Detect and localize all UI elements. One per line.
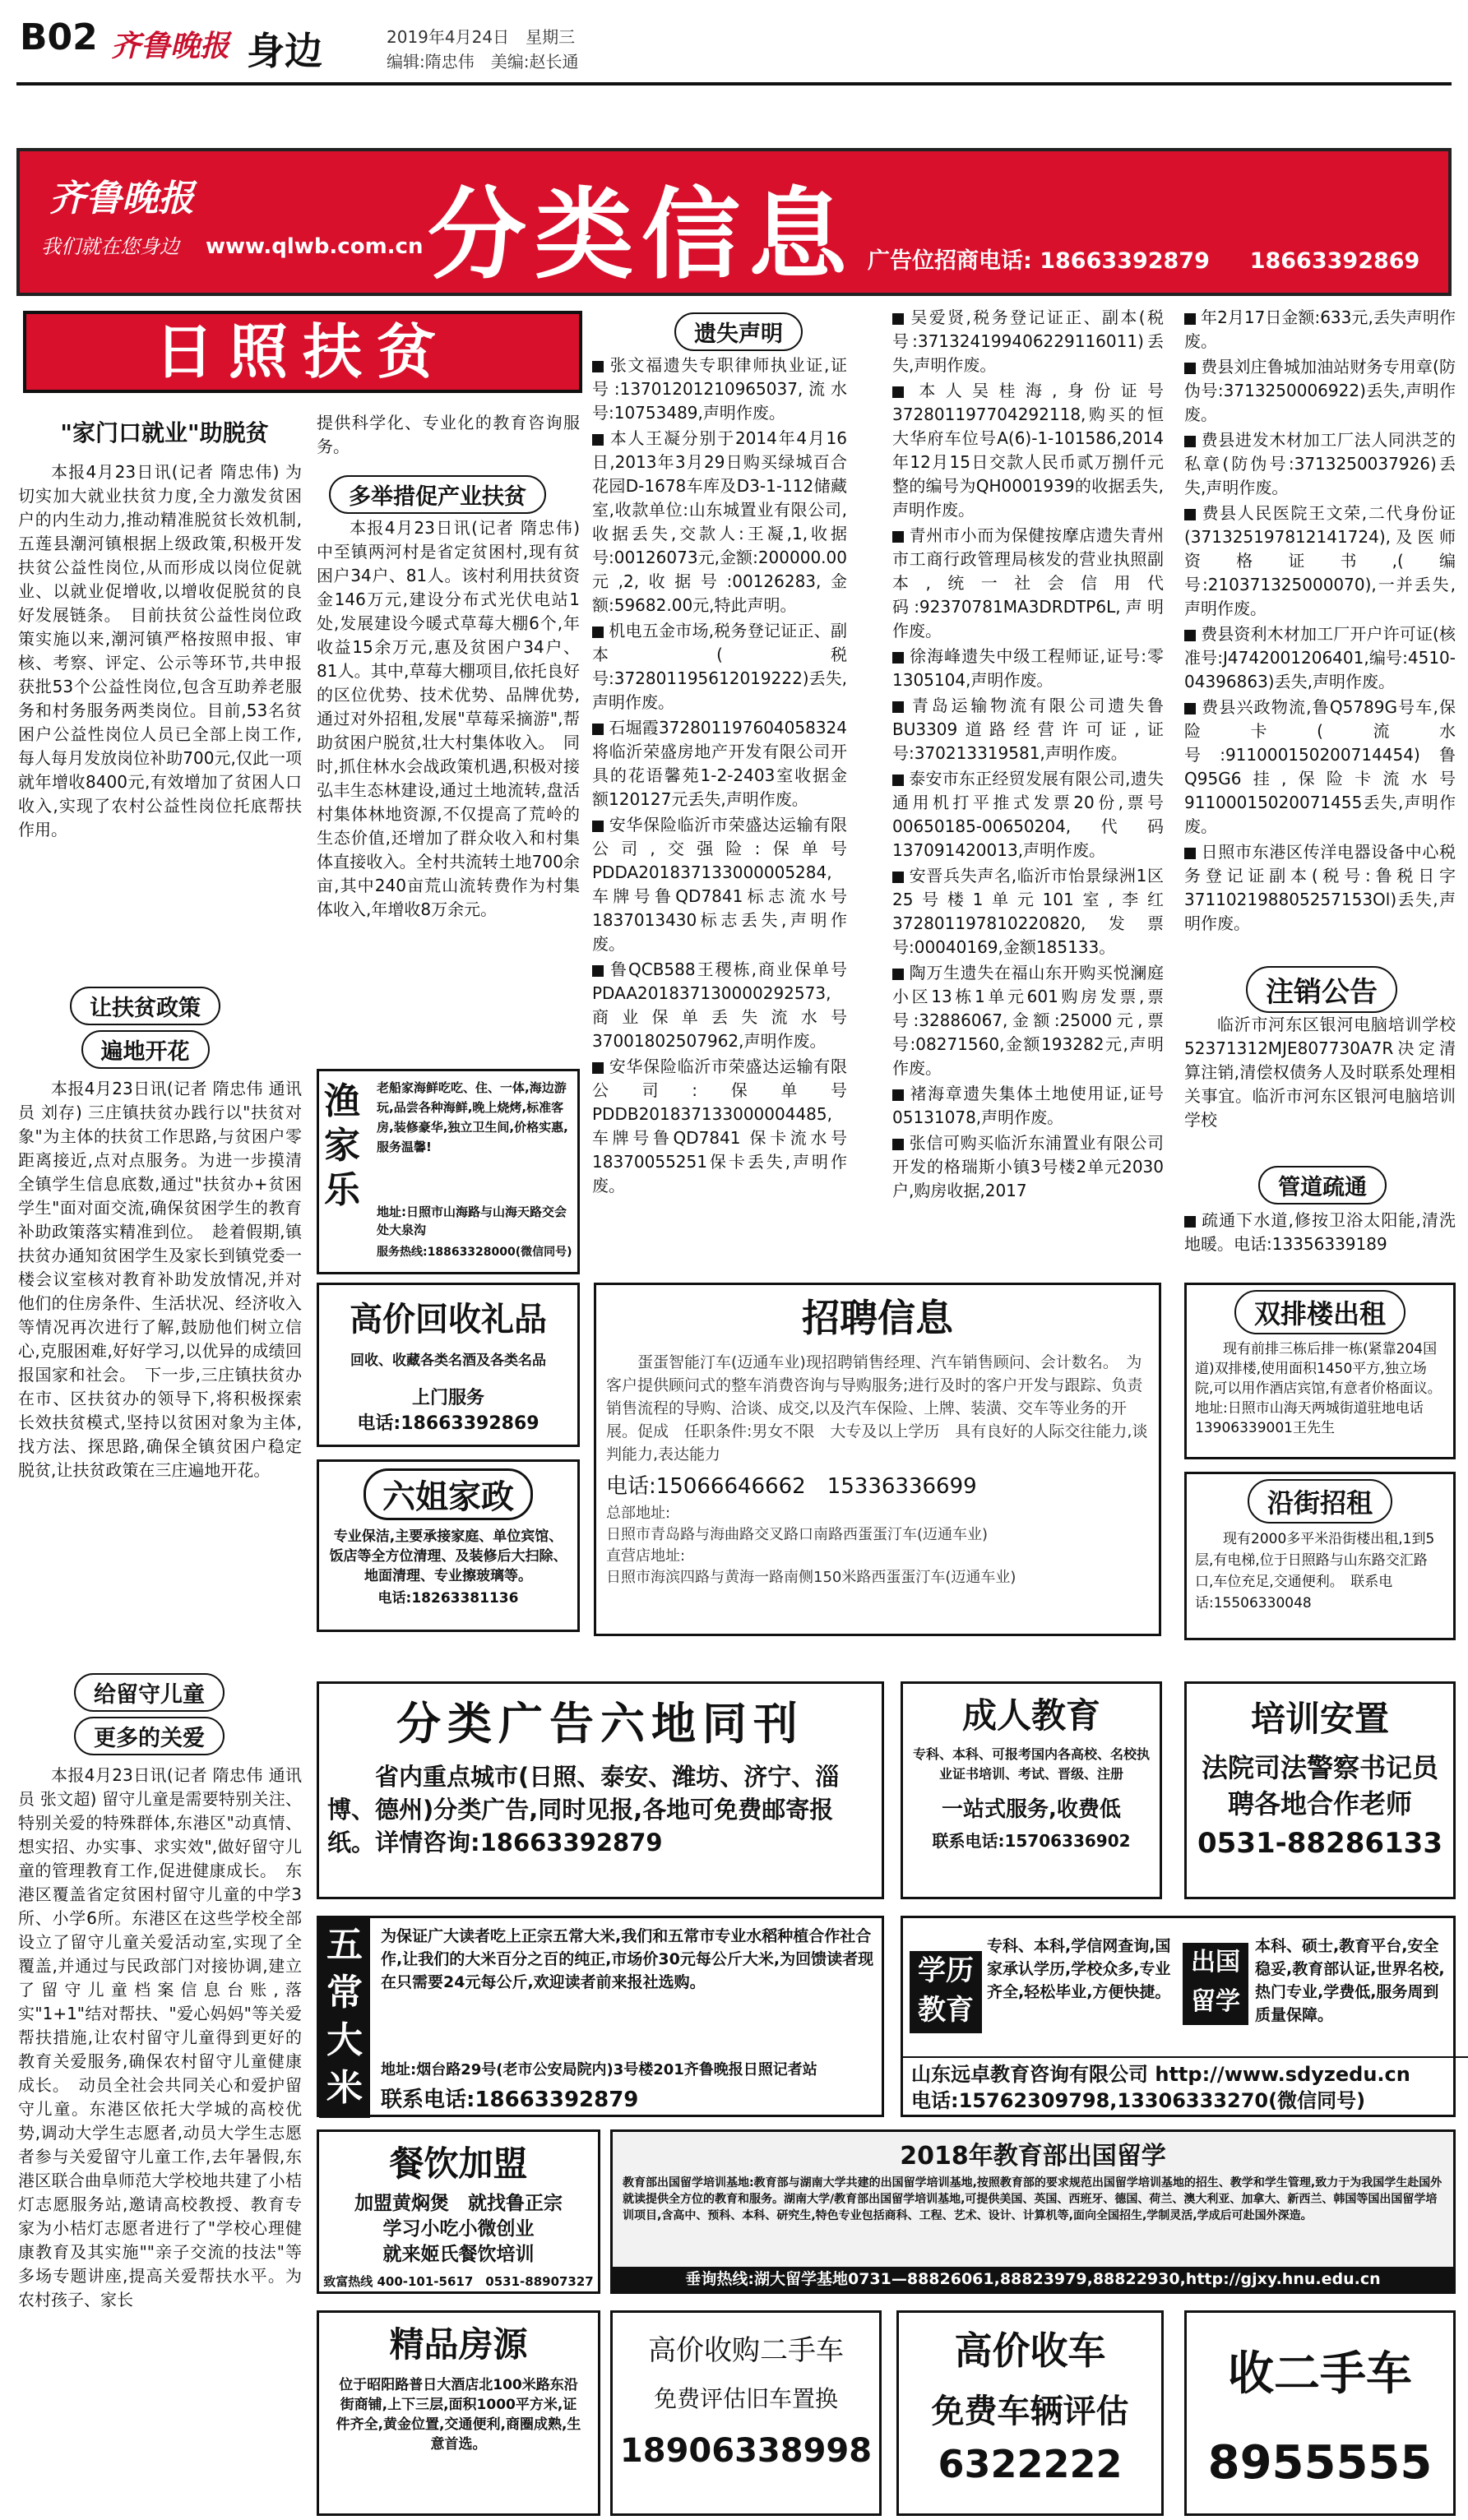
ad-education [901, 1916, 1456, 2117]
wuchang-address: 地址:烟台路29号(老市公安局院内)3号楼201齐鲁晚报日照记者站 [381, 2061, 817, 2078]
huishou-title: 高价回收礼品 [350, 1301, 547, 1339]
banner-phone-1: 18663392879 [1040, 248, 1210, 274]
article1-body: 本报4月23日讯(记者 隋忠伟) 为切实加大就业扶贫力度,全力激发贫困户的内生动力,推动精准脱贫长效机制,五莲县潮河镇根据上级政策,积极开发扶贫公益性岗位,从而形成以岗位促就业、以就业促增收,以增收促脱贫的良好发展链条。 目前扶贫公益性岗位政策实施以来,潮河镇严格按照申报、审核、考察、评定、公示等环节,共申报获批53个公益性岗位,包含互助养老服务和村务服务两类岗位。目前,53名贫困户公益性岗位人员已全部上岗工作,每人每月发放岗位补助700元,仅此一项就年增收8400元,有效增加了贫困人口收入,实现了农村公益性岗位托底帮扶作用。 [18, 462, 302, 839]
liuxue-body: 本科、硕士,教育平台,安全稳妥,教育部认证,世界名校,热门专业,学费低,服务周到质量保障。 [1255, 1937, 1445, 2024]
notices-col2 [892, 306, 1164, 1260]
banner-slogan: 我们就在您身边 [41, 235, 179, 258]
notice-item: 日照市东港区传洋电器设备中心税务登记证副本(税号:鲁税日字371102198805257153Ol)丢失,声明作废。 [1184, 842, 1456, 933]
ad-ershouche-3 [1184, 2310, 1456, 2516]
notice-item: 青岛运输物流有限公司遗失鲁BU3309道路经营许可证,证号:370213319581,声明作废。 [892, 696, 1164, 763]
ershouche1-sub: 免费评估旧车置换 [653, 2385, 838, 2412]
ad-canyin [317, 2129, 600, 2294]
ad-ershouche-1 [610, 2310, 882, 2516]
bullet-square [892, 774, 904, 786]
zhaopin-address: 总部地址: 日照市青岛路与海曲路交叉路口南路西蛋蛋汀车(迈通车业) 直营店地址: 日照市海滨四路与黄海一路南侧150米路西蛋蛋汀车(迈通车业) [606, 1505, 1016, 1586]
guandao-body: 疏通下水道,修按卫浴太阳能,清洗地暖。电话:13356339189 [1184, 1210, 1456, 1254]
article3-head: 给留守儿童 更多的关爱 [74, 1673, 225, 1755]
huishou-service: 上门服务 [411, 1388, 484, 1408]
xueli-body: 专科、本科,学信网查询,国家承认学历,学校众多,专业齐全,轻松毕业,方便快捷。 [987, 1937, 1171, 2001]
wuchang-body: 为保证广大读者吃上正宗五常大米,我们和五常市专业水稻种植合作社合作,让我们的大米百分之百的纯正,市场价30元每公斤大米,为回馈读者现在只需要24元每公斤,欢迎读者前来报社选购。 [381, 1927, 874, 1991]
yujiale-address: 地址:日照市山海路与山海天路交会处大泉沟 [377, 1205, 567, 1237]
ad-liujie [317, 1459, 580, 1632]
canyin-line2: 学习小吃小微创业 [382, 2218, 535, 2240]
article2-head: 让扶贫政策 遍地开花 [70, 987, 220, 1069]
canyin-title: 餐饮加盟 [389, 2143, 528, 2184]
huishou-desc: 回收、收藏各类名酒及各类名品 [350, 1352, 546, 1369]
issue-date: 2019年4月24日 星期三 [387, 27, 576, 47]
ad-yanjie [1184, 1472, 1456, 1640]
ershouche2-sub: 免费车辆评估 [931, 2393, 1129, 2430]
zhuxiao-title: 注销公告 [1246, 966, 1397, 1013]
chengren-line: 一站式服务,收费低 [942, 1797, 1121, 1822]
wuchang-tel: 联系电话:18663392879 [381, 2088, 639, 2112]
ershouche1-title: 高价收购二手车 [648, 2334, 844, 2367]
ad-huishou [317, 1283, 580, 1447]
ad-ershouche-2 [896, 2310, 1164, 2516]
article4-body: 本报4月23日讯(记者 隋忠伟) 中至镇两河村是省定贫困村,现有贫困户34户、81人。该村利用扶贫资金146万元,建设分布式光伏电站1处,发展建设今暖式草莓大棚6个,年收益15余万元,惠及贫困户34户、81人。其中,草莓大棚项目,依托良好的区位优势、技术优势、品牌优势,通过对外招租,发展"草莓采摘游",帮助贫困户脱贫,壮大村集体收入。 同时,抓住林水会战政策机遇,积极对接弘丰生态林建设,通过土地流转,盘活村集体林地资源,不仅提高了荒岭的生态价值,还增加了群众收入和村集体直接收入。全村共流转土地700余亩,其中240亩荒山流转费作为村集体收入,年增收8万余元。 [317, 518, 580, 919]
canyin-line3: 就来姬氏餐饮培训 [382, 2244, 535, 2265]
bullet-square [892, 652, 904, 664]
yanjie-body: 现有2000多平米沿街楼出租,1到5层,有电梯,位于日照路与山东路交汇路口,车位充足,交通便利。 联系电话:15506330048 [1195, 1531, 1435, 1611]
notice-item: 费县刘庄鲁城加油站财务专用章(防伪号:3713250006922)丢失,声明作废。 [1184, 357, 1456, 424]
bullet-square [592, 627, 604, 638]
chuguo-title: 2018年教育部出国留学 [900, 2142, 1166, 2171]
banner-logo: 齐鲁晚报 [49, 178, 194, 220]
chengren-tel: 联系电话:15706336902 [932, 1831, 1131, 1851]
notice-item: 张信可购买临沂东浦置业有限公司开发的格瑞斯小镇3号楼2单元2030户,购房收据,2017 [892, 1133, 1164, 1200]
notice-item: 吴爱贤,税务登记证正、副本(税号:371324199406229116011)丢失,声明作废。 [892, 307, 1164, 375]
bullet-square [592, 1062, 604, 1074]
chengren-desc: 专科、本科、可报考国内各高校、名校执业证书培训、考试、晋级、注册 [912, 1746, 1150, 1782]
yujiale-desc: 老船家海鲜吃吃、住、一体,海边游玩,品尝各种海鲜,晚上烧烤,标准客房,装修豪华,独立卫生间,价格实惠,服务温馨! [377, 1080, 568, 1154]
guandao-title: 管道疏通 [1258, 1166, 1387, 1205]
bullet-square [592, 965, 604, 977]
banner-phone [868, 243, 1419, 275]
ershouche2-title: 高价收车 [954, 2328, 1106, 2373]
yujiale-tel: 服务热线:18863328000(微信同号) [377, 1246, 572, 1259]
banner-title: 分类信息 [428, 178, 855, 293]
notice-item: 费县人民医院王文荣,二代身份证(371325197812141724),及医师资格证书,(编号:210371325000070),一并丢失,声明作废。 [1184, 503, 1456, 618]
notice-item: 安华保险临沂市荣盛达运输有限公司,交强险:保单号PDDA201837133000005284,车牌号鲁QD7841标志流水号1837013430标志丢失,声明作废。 [592, 815, 847, 954]
zhaopin-title: 招聘信息 [802, 1296, 953, 1340]
article4-head: 多举措促产业扶贫 [329, 475, 546, 514]
ershouche1-tel: 18906338998 [619, 2432, 873, 2470]
notice-item: 石堀霞372801197604058324将临沂荣盛房地产开发有限公司开具的花语馨苑1-2-2403室收据金额120127元丢失,声明作废。 [592, 718, 847, 809]
ad-zhaopin [594, 1283, 1161, 1636]
fangyuan-title: 精品房源 [389, 2324, 528, 2365]
notice-item: 泰安市东正经贸发展有限公司,遗失通用机打平推式发票20份,票号00650185-00650204,代码137091420013,声明作废。 [892, 769, 1164, 860]
canyin-line1: 加盟黄焖煲 就找鲁正宗 [354, 2193, 563, 2214]
liuxue-label: 出国留学 [1183, 1943, 1248, 2025]
xueli-label: 学历教育 [910, 1951, 982, 2033]
ershouche3-title: 收二手车 [1228, 2347, 1412, 2401]
yuanzhuo-url: http://www.sdyzedu.cn [1155, 2063, 1410, 2086]
page-number: B02 [20, 16, 98, 58]
chengren-title: 成人教育 [961, 1695, 1100, 1736]
bullet-square [592, 434, 604, 446]
notice-item: 张文福遗失专职律师执业证,证号:13701201210965037,流水号:10753489,声明作废。 [592, 355, 847, 423]
liudi-title: 分类广告六地同刊 [396, 1698, 804, 1750]
ad-peixun [1184, 1681, 1456, 1899]
banner-url: www.qlwb.com.cn [206, 234, 424, 259]
liujie-title: 六姐家政 [364, 1468, 533, 1520]
huishou-tel: 电话:18663392869 [357, 1413, 540, 1434]
notice-item: 褚海章遗失集体土地使用证,证号05131078,声明作废。 [892, 1084, 1164, 1127]
bullet-square [592, 361, 604, 372]
bullet-square [1184, 630, 1196, 641]
shuangpai-title: 双排楼出租 [1234, 1290, 1405, 1334]
ad-yujiale [317, 1069, 580, 1274]
ad-fangyuan [317, 2310, 600, 2516]
peixun-desc: 法院司法警察书记员聘各地合作老师 [1201, 1752, 1438, 1819]
canyin-tel: 致富热线 400-101-5617 0531-88907327 [323, 2274, 594, 2289]
yuanzhuo-name: 山东远卓教育咨询有限公司 [911, 2063, 1148, 2086]
bullet-square [892, 1089, 904, 1101]
notice-item: 安晋兵失声名,临沂市怡景绿洲1区25号楼1单元101室,李红372801197810220820,发票号:00040169,金额185133。 [892, 866, 1164, 957]
notice-item: 本人吴桂海,身份证号372801197704292118,购买的恒大华府车位号A(6)-1-101586,2014年12月15日交款人民币贰万捌仟元整的编号为QH0001939的收据丢失,声明作废。 [892, 381, 1164, 520]
bullet-square [1184, 509, 1196, 520]
article2-body: 本报4月23日讯(记者 隋忠伟 通讯员 刘存) 三庄镇扶贫办践行以"扶贫对象"为主体的扶贫工作思路,与贫困户零距离接近,点对点服务。为进一步摸清全镇学生信息底数,通过"扶贫办+贫困学生"面对面交流,确保贫困学生的教育补助政策落实精准到位。 趁着假期,镇扶贫办通知贫困学生及家长到镇党委一楼会议室核对教育补助发放情况,并对他们的住房条件、生活状况、经济收入等情况再次进行了解,鼓励他们树立信心,克服困难,好好学习,以优异的成绩回报国家和社会。 下一步,三庄镇扶贫办在市、区扶贫办的领导下,将积极探索长效扶贫模式,坚持以贫困对象为主体,找方法、探思路,确保全镇贫困户稳定脱贫,让扶贫政策在三庄遍地开花。 [18, 1079, 302, 1480]
article1-head: "家门口就业"助脱贫 [60, 419, 269, 446]
shuangpai-body: 现有前排三栋后排一栋(紧靠204国道)双排楼,使用面积1450平方,独立场院,可以用作酒店宾馆,有意者价格面议。地址:日照市山海天两城街道驻地电话13906339001王先生 [1195, 1341, 1442, 1436]
ad-chuguo-2018 [610, 2129, 1456, 2294]
peixun-title: 培训安置 [1250, 1699, 1389, 1739]
yanjie-title: 沿街招租 [1248, 1479, 1392, 1524]
header-rule [16, 82, 1452, 86]
bullet-square [892, 872, 904, 883]
notice-item: 本人王凝分别于2014年4月16日,2013年3月29日购买绿城百合花园D-1678车库及D3-1-112储藏室,收款单位:山东城置业有限公司,收据丢失,交款人:王凝,1,收据号:00126073元,金额:200000.00元,2,收据号:00126283,金额:59682.00元,特此声明。 [592, 428, 847, 615]
bullet-square [892, 701, 904, 713]
yuanzhuo-info [903, 2056, 1468, 2117]
fangyuan-body: 位于昭阳路普日大酒店北100米路东沿街商铺,上下三层,面积1000平方米,证件齐全,黄金位置,交通便利,商圈成熟,生意首选。 [336, 2377, 581, 2453]
banner-phone-label: 广告位招商电话: [868, 248, 1032, 274]
bullet-square [892, 531, 904, 543]
ershouche2-tel: 6322222 [938, 2442, 1123, 2486]
ad-shuangpai [1184, 1283, 1456, 1459]
zhuxiao-body: 临沂市河东区银河电脑培训学校52371312MJE807730A7R决定清算注销,清偿权债务人及时联系处理相关事宜。临沂市河东区银河电脑培训学校 [1184, 1015, 1456, 1130]
bullet-square [592, 724, 604, 735]
ad-liudi [317, 1681, 884, 1899]
rizhao-title: 日照扶贫 [154, 317, 451, 386]
bullet-square [1184, 848, 1196, 859]
notice-item: 年2月17日金额:633元,丢失声明作废。 [1184, 307, 1456, 351]
yishi-title: 遗失声明 [674, 312, 803, 351]
liujie-desc: 专业保洁,主要承接家庭、单位宾馆、饭店等全方位清理、及装修后大扫除、地面清理、专业擦玻璃等。 [329, 1528, 567, 1584]
peixun-tel: 0531-88286133 [1197, 1827, 1443, 1860]
zhaopin-body: 蛋蛋智能汀车(迈通车业)现招聘销售经理、汽车销售顾问、会计数名。 为客户提供顾问式的整车消费咨询与导购服务;进行及时的客户开发与跟踪、负责销售流程的导购、洽谈、成交,以及汽车保险、上牌、装潢、交车等业务的开展。促成 任职条件:男女不限 大专及以上学历 具有良好的人际交往能力,谈判能力,表达能力 [606, 1353, 1148, 1463]
section-name: 身边 [247, 29, 322, 73]
liudi-body: 省内重点城市(日照、泰安、潍坊、济宁、淄博、德州)分类广告,同时见报,各地可免费邮寄报纸。详情咨询:18663392879 [327, 1763, 840, 1856]
ershouche3-tel: 8955555 [1207, 2436, 1433, 2490]
header-meta [387, 25, 578, 74]
chuguo-hotline: 垂询热线:湖大留学基地0731—88826061,88823979,88822930,http://gjxy.hnu.edu.cn [613, 2267, 1453, 2291]
bullet-square [1184, 313, 1196, 325]
bullet-square [592, 821, 604, 832]
article3-body: 本报4月23日讯(记者 隋忠伟 通讯员 张文超) 留守儿童是需要特别关注、特别关爱的特殊群体,东港区"动真情、想实招、办实事、求实效",做好留守儿童的管理教育工作,促进健康成长。 东港区覆盖省定贫困村留守儿童的中学3所、小学6所。东港区在这些学校全部设立了留守儿童关爱活动室,实现了全覆盖,并通过与民政部门对接协调,建立了留守儿童档案信息台账,落实"1+1"结对帮扶、"爱心妈妈"等关爱帮扶措施,让农村留守儿童得到更好的教育关爱服务,确保农村留守儿童健康成长。 动员全社会共同关心和爱护留守儿童。东港区依托大学城的高校优势,调动大学生志愿者,动员大学生志愿者参与关爱留守儿童工作,去年暑假,东港区联合曲阜师范大学校地共建了小桔灯志愿服务站,邀请高校教授、教育专家为小桔灯志愿者进行了"学校心理健康教育及其实施""亲子交流的技法"等多场专题讲座,提高关爱帮扶水平。为农村孩子、家长 [18, 1765, 302, 2310]
bullet-square [892, 313, 904, 325]
chuguo-body: 教育部出国留学培训基地:教育部与湖南大学共建的出国留学培训基地,按照教育部的要求规范出国留学培训基地的招生、教学和学生管理,致力于为我国学生赴国外就读提供全方位的教育和服务。湖南大学/教育部出国留学培训基地,可提供美国、英国、西班牙、德国、荷兰、澳大利亚、加拿大、新西兰、韩国等国出国留学培训项目,含高中、预科、本科、研究生,特色专业包括商科、工程、艺术、设计、计算机等,面向全国招生,学制灵活,学成后可赴国外深造。 [623, 2176, 1443, 2222]
bullet-square [892, 969, 904, 980]
notice-item: 徐海峰遗失中级工程师证,证号:零1305104,声明作废。 [892, 646, 1164, 690]
bullet-square [1184, 436, 1196, 447]
paper-name: 齐鲁晚报 [111, 30, 230, 63]
zhaopin-tel: 电话:15066646662 15336336699 [606, 1474, 977, 1499]
notice-item: 安华保险临沂市荣盛达运输有限公司:保单号PDDB201837133000004485,车牌号鲁QD7841 保卡流水号18370055251保卡丢失,声明作废。 [592, 1057, 847, 1195]
rizhao-title-box [23, 311, 582, 393]
liujie-tel: 电话:18263381136 [377, 1590, 519, 1607]
article3-tail: 提供科学化、专业化的教育咨询服务。 [317, 413, 580, 456]
bullet-square [1184, 1216, 1196, 1228]
notice-item: 费县资利木材加工厂开户许可证(核准号:J4742001206401,编号:4510-04396863)丢失,声明作废。 [1184, 624, 1456, 691]
editors: 编辑:隋忠伟 美编:赵长通 [387, 52, 579, 72]
yujiale-title: 渔家乐 [324, 1080, 360, 1211]
wuchang-title: 五常大米 [319, 1918, 370, 2118]
notice-item: 青州市小而为保健按摩店遗失青州市工商行政管理局核发的营业执照副本,统一社会信用代码:92370781MA3DRDTP6L,声明作废。 [892, 525, 1164, 640]
banner-phone-2: 18663392869 [1249, 248, 1420, 274]
notice-item: 费县兴政物流,鲁Q5789G号车,保险卡(流水号:911000150200714454)鲁Q95G6挂,保险卡流水号91100015020071455丢失,声明作废。 [1184, 697, 1456, 836]
notice-item: 费县进发木材加工厂法人同洪芝的私章(防伪号:3713250037926)丢失,声明作废。 [1184, 430, 1456, 497]
bullet-square [1184, 703, 1196, 714]
bullet-square [1184, 363, 1196, 374]
notices-col3 [1184, 306, 1456, 964]
yuanzhuo-tel: 电话:15762309798,13306333270(微信同号) [911, 2089, 1366, 2112]
notice-item: 机电五金市场,税务登记证正、副本(税号:372801195612019222)丢失,声明作废。 [592, 621, 847, 712]
notice-item: 陶万生遗失在福山东开购买悦澜庭小区13栋1单元601购房发票,票号:32886067,金额:25000元,票号:08271560,金额193282元,声明作废。 [892, 963, 1164, 1078]
ad-wuchang [317, 1916, 884, 2117]
notice-item: 鲁QCB588王稷栋,商业保单号PDAA201837130000292573,商业保单丢失流水号37001802507962,声明作废。 [592, 959, 847, 1051]
bullet-square [892, 386, 904, 398]
bullet-square [892, 1139, 904, 1150]
notices-col1 [592, 354, 847, 1258]
ad-chengren [901, 1681, 1162, 1899]
